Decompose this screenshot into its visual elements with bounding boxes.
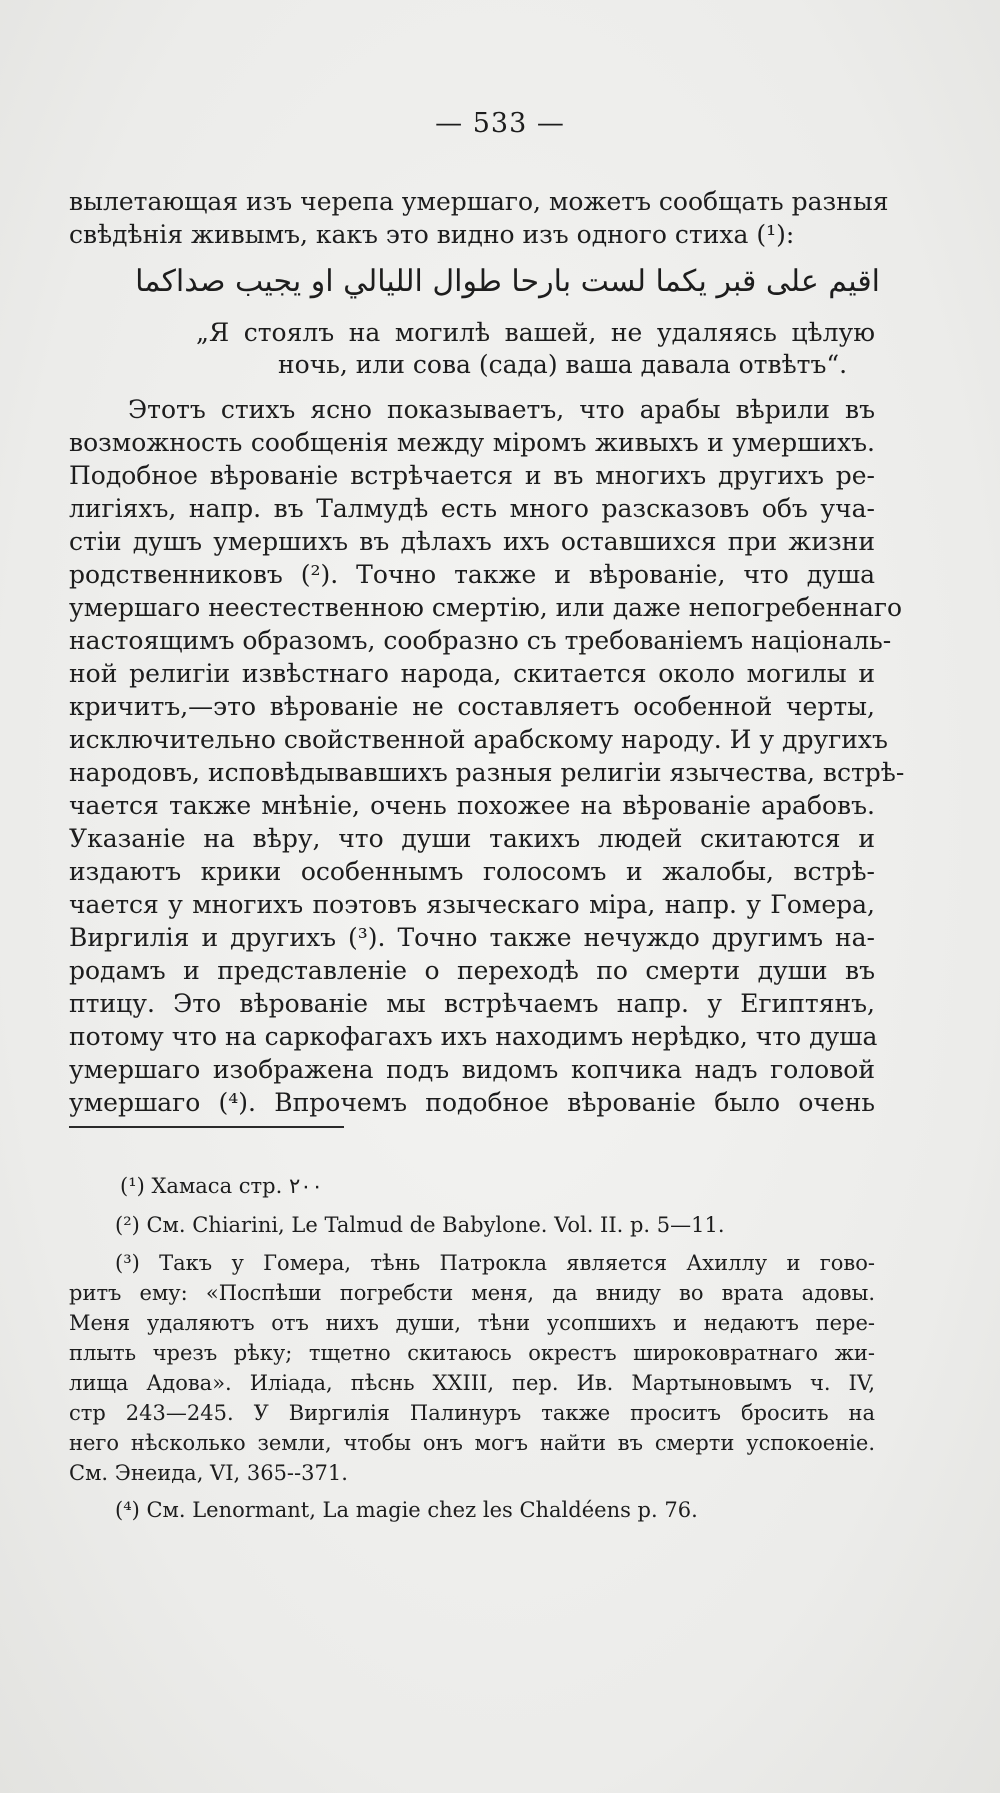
footnote-rule [69,1126,344,1128]
paragraph-line: умершаго (⁴). Впрочемъ подобное вѣрованіе было очень [69,1088,875,1117]
footnote-4: (⁴) См. Lenormant, La magie chez les Chaldéens p. 76. [115,1498,698,1522]
paragraph-line: кричитъ,—это вѣрованіе не составляетъ особенной черты, [69,692,875,721]
footnote-3-line: ритъ ему: «Поспѣши погребсти меня, да вниду во врата адовы. [69,1281,875,1305]
paragraph-line: родамъ и представленіе о переходѣ по смерти души въ [69,956,875,985]
paragraph-line: настоящимъ образомъ, сообразно съ требованіемъ національ- [69,626,892,655]
arabic-verse: اقيم على قبر يكما لست بارحا طوال الليالي او يجيب صداكما [135,264,880,299]
paragraph-line: ной религіи извѣстнаго народа, скитается около могилы и [69,659,875,688]
paragraph-line: лигіяхъ, напр. въ Талмудѣ есть много разсказовъ объ уча- [69,494,875,523]
paragraph-line: птицу. Это вѣрованіе мы встрѣчаемъ напр. у Египтянъ, [69,989,875,1018]
footnote-3-line: (³) Такъ у Гомера, тѣнь Патрокла является Ахиллу и гово- [115,1251,875,1275]
paragraph-line: народовъ, исповѣдывавшихъ разныя религіи язычества, встрѣ- [69,758,905,787]
paragraph-line: чается у многихъ поэтовъ языческаго міра, напр. у Гомера, [69,890,875,919]
paragraph-line: чается также мнѣніе, очень похожее на вѣрованіе арабовъ. [69,791,875,820]
paragraph-line: умершаго изображена подъ видомъ копчика надъ головой [69,1055,875,1084]
paragraph-line: родственниковъ (²). Точно также и вѣрованіе, что душа [69,560,875,589]
paragraph-line: Указаніе на вѣру, что души такихъ людей скитаются и [69,824,875,853]
footnote-2: (²) См. Chiarini, Le Talmud de Babylone. Vol. II. p. 5—11. [115,1213,725,1237]
paragraph-line: Этотъ стихъ ясно показываетъ, что арабы вѣрили въ [128,395,875,424]
footnote-3-line: См. Энеида, VI, 365--371. [69,1461,348,1485]
body-line: свѣдѣнія живымъ, какъ это видно изъ одного стиха (¹): [69,220,795,249]
footnote-1: (¹) Хамаса стр. ٢٠٠ [120,1174,323,1198]
paragraph-line: Виргилія и другихъ (³). Точно также нечуждо другимъ на- [69,923,875,952]
translation-line: „Я стоялъ на могилѣ вашей, не удаляясь цѣлую [196,318,875,347]
paragraph-line: возможность сообщенія между міромъ живыхъ и умершихъ. [69,428,875,457]
paragraph-line: издаютъ крики особеннымъ голосомъ и жалобы, встрѣ- [69,857,875,886]
translation-line: ночь, или сова (сада) ваша давала отвѣтъ“. [278,350,848,379]
footnote-3-line: него нѣсколько земли, чтобы онъ могъ найти въ смерти успокоеніе. [69,1431,875,1455]
paragraph-line: исключительно свойственной арабскому народу. И у другихъ [69,725,888,754]
paragraph-line: стіи душъ умершихъ въ дѣлахъ ихъ оставшихся при жизни [69,527,875,556]
footnote-3-line: стр 243—245. У Виргилія Палинуръ также проситъ бросить на [69,1401,875,1425]
paragraph-line: потому что на саркофагахъ ихъ находимъ нерѣдко, что душа [69,1022,878,1051]
paragraph-line: Подобное вѣрованіе встрѣчается и въ многихъ другихъ ре- [69,461,875,490]
footnote-3-line: Меня удаляютъ отъ нихъ души, тѣни усопшихъ и недаютъ пере- [69,1311,875,1335]
paragraph-line: умершаго неестественною смертію, или даже непогребеннаго [69,593,903,622]
body-line: вылетающая изъ черепа умершаго, можетъ сообщать разныя [69,187,889,216]
footnote-3-line: плыть чрезъ рѣку; тщетно скитаюсь окрестъ широковратнаго жи- [69,1341,875,1365]
footnote-3-line: лища Адова». Иліада, пѣснь XXIII, пер. Ив. Мартыновымъ ч. IV, [69,1371,875,1395]
page-number: — 533 — [435,108,565,139]
